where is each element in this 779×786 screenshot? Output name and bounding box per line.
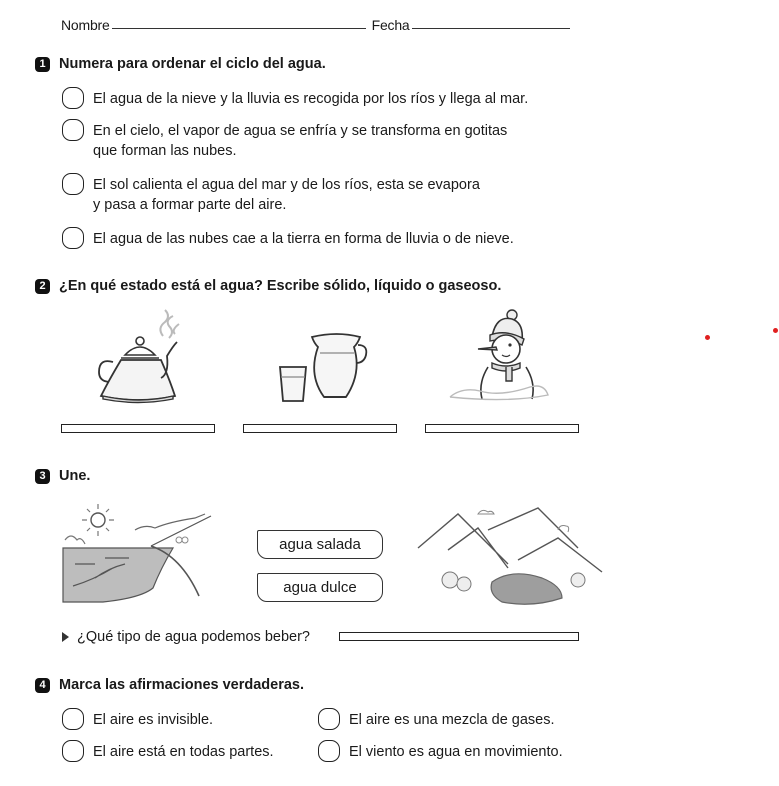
section-1-title: [35, 56, 326, 72]
section-4-heading: Marca las afirmaciones verdaderas.: [59, 677, 305, 693]
option-text: El viento es agua en movimiento.: [349, 744, 563, 760]
steaming-kettle-illustration: [85, 308, 195, 408]
order-option-4: [62, 229, 514, 249]
section-number-badge: 4: [35, 678, 50, 693]
option-text-line2: y pasa a formar parte del aire.: [93, 197, 287, 213]
question-text: ¿Qué tipo de agua podemos beber?: [77, 629, 310, 645]
order-number-box[interactable]: [62, 87, 84, 109]
order-option-2: [62, 121, 507, 161]
section-2-title: [35, 278, 501, 294]
option-text: El aire es invisible.: [93, 712, 214, 728]
option-text: El agua de la nieve y la lluvia es recogida por los ríos y llega al mar.: [93, 91, 529, 107]
true-false-option-4: [318, 742, 563, 762]
section-number-badge: 1: [35, 57, 50, 72]
name-label: Nombre: [61, 17, 110, 33]
state-answer-snowman[interactable]: [425, 424, 579, 433]
label-agua-dulce[interactable]: [257, 573, 383, 602]
section-4-title: [35, 677, 304, 693]
checkbox-circle[interactable]: [62, 708, 84, 730]
section-2-heading: ¿En qué estado está el agua? Escribe sólido, líquido o gaseoso.: [59, 278, 502, 294]
order-option-1: [62, 89, 528, 109]
state-answer-kettle[interactable]: [61, 424, 215, 433]
section-3-heading: Une.: [59, 468, 91, 484]
option-text: El aire está en todas partes.: [93, 744, 274, 760]
sea-coast-illustration: [55, 500, 225, 608]
red-marker-dot: [705, 335, 710, 340]
section-number-badge: 2: [35, 279, 50, 294]
option-text: En el cielo, el vapor de agua se enfría y se transforma en gotitas: [93, 123, 508, 139]
glass-and-jug-illustration: [272, 325, 372, 410]
name-input-line[interactable]: [112, 27, 366, 29]
label-text: agua salada: [279, 536, 361, 553]
checkbox-circle[interactable]: [318, 708, 340, 730]
order-option-3: [62, 175, 480, 215]
order-number-box[interactable]: [62, 173, 84, 195]
section-number-badge: 3: [35, 469, 50, 484]
mountain-lake-illustration: [408, 500, 608, 608]
drinking-water-answer[interactable]: [339, 632, 579, 641]
red-marker-dot: [773, 328, 778, 333]
date-input-line[interactable]: [412, 27, 570, 29]
snowman-illustration: [440, 305, 555, 410]
option-text: El aire es una mezcla de gases.: [349, 712, 555, 728]
true-false-option-2: [318, 710, 555, 730]
section-3-title: [35, 468, 90, 484]
state-answer-glass[interactable]: [243, 424, 397, 433]
triangle-bullet-icon: [62, 632, 69, 642]
true-false-option-1: [62, 710, 213, 730]
name-date-header: [61, 17, 576, 33]
date-label: Fecha: [371, 17, 410, 33]
section-1-heading: Numera para ordenar el ciclo del agua.: [59, 56, 326, 72]
true-false-option-3: [62, 742, 274, 762]
checkbox-circle[interactable]: [62, 740, 84, 762]
label-text: agua dulce: [283, 579, 357, 596]
order-number-box[interactable]: [62, 227, 84, 249]
order-number-box[interactable]: [62, 119, 84, 141]
drinking-water-question: [62, 629, 310, 645]
label-agua-salada[interactable]: [257, 530, 383, 559]
option-text-line2: que forman las nubes.: [93, 143, 237, 159]
checkbox-circle[interactable]: [318, 740, 340, 762]
option-text: El agua de las nubes cae a la tierra en forma de lluvia o de nieve.: [93, 231, 514, 247]
option-text: El sol calienta el agua del mar y de los ríos, esta se evapora: [93, 177, 480, 193]
